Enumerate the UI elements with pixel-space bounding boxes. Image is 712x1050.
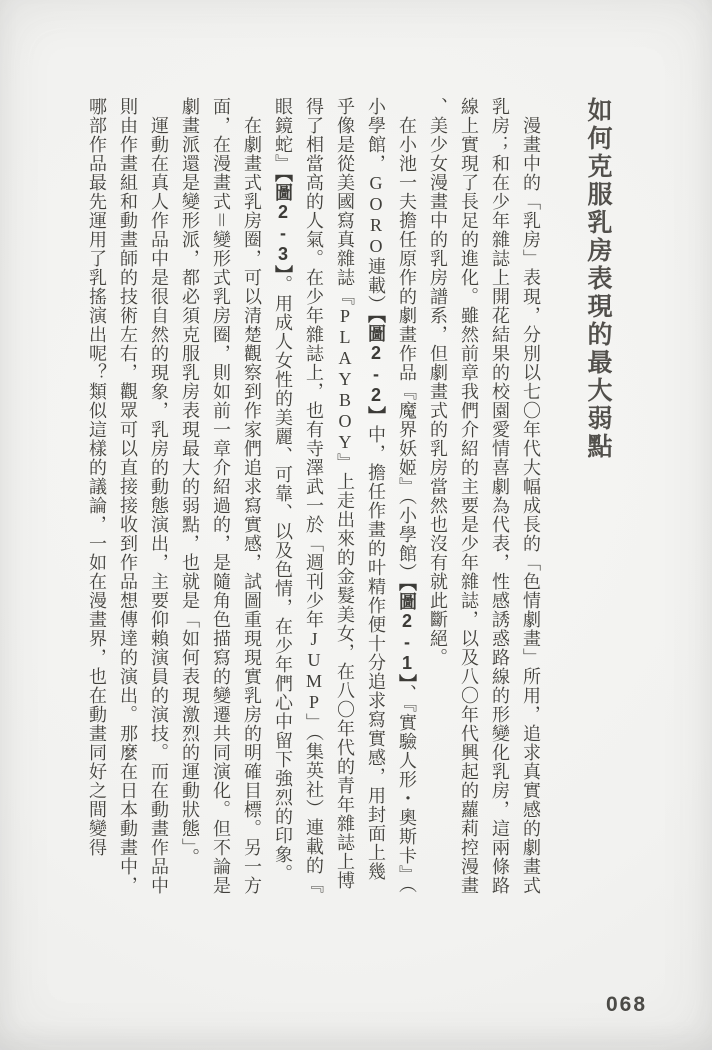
paragraph-4: 運動在真人作品中是很自然的現象，乳房的動態演出，主要仰賴演員的演技。而在動畫作品中則由作畫組和動畫師的技術左右，觀眾可以直接接收到作品想傳達的演出。那麼在日本動畫中，哪部作品最先運用了乳搖演出呢？類似這樣的議論，一如在漫畫界，也在動畫同好之間變得 — [87, 97, 169, 895]
page-number: 068 — [606, 993, 648, 1016]
paragraph-2-text-d: 。用成人女性的美麗、可靠、以及色情，在少年們心中留下強烈的印象。 — [273, 275, 293, 883]
paragraph-2 — [267, 97, 422, 897]
figure-ref-2-3: 【圖2-3】 — [273, 173, 293, 275]
figure-ref-2-2: 【圖2-2】 — [366, 314, 386, 425]
article-body — [81, 97, 613, 897]
figure-ref-2-1: 【圖2-1】 — [397, 582, 417, 684]
paragraph-1: 漫畫中的「乳房」表現，分別以七〇年代大幅成長的「色情劇畫」所用，追求真實感的劇畫式乳房；和在少年雜誌上開花結果的校園愛情喜劇為代表，性感誘惑路線的形變化乳房，這兩條路線上實現了長足的進化。雖然前章我們介紹的主要是少年雜誌，以及八〇年代興起的蘿莉控漫畫、美少女漫畫中的乳房譜系，但劇畫式的乳房當然也沒有就此斷絕。 — [428, 97, 541, 895]
paragraph-2-text-a: 在小池一夫擔任原作的劇畫作品『魔界妖姬』（小學館） — [397, 116, 417, 582]
paragraph-2-text-b: 、『實驗人形・奧斯卡』（小學館，GORO連載） — [366, 97, 417, 894]
paragraph-2-text-c: 中，擔任作畫的叶精作便十分追求寫實感，用封面上幾乎像是從美國寫真雜誌『PLAYBOY』上走出來的金髮美女，在八〇年代的青年雜誌上博得了相當高的人氣。在少年雜誌上，也有寺澤武一於「週刊少年JUMP」（集英社）連載的『眼鏡蛇』 — [273, 97, 386, 894]
paragraph-3: 在劇畫式乳房圈，可以清楚觀察到作家們追求寫實感，試圖重現現實乳房的明確目標。另一方面，在漫畫式＝變形式乳房圈，則如前一章介紹過的，是隨角色描寫的變遷共同演化。但不論是劇畫派還是變形派，都必須克服乳房表現最大的弱點，也就是「如何表現激烈的運動狀態」。 — [180, 97, 262, 895]
chapter-title: 如何克服乳房表現的最大弱點 — [584, 97, 612, 461]
